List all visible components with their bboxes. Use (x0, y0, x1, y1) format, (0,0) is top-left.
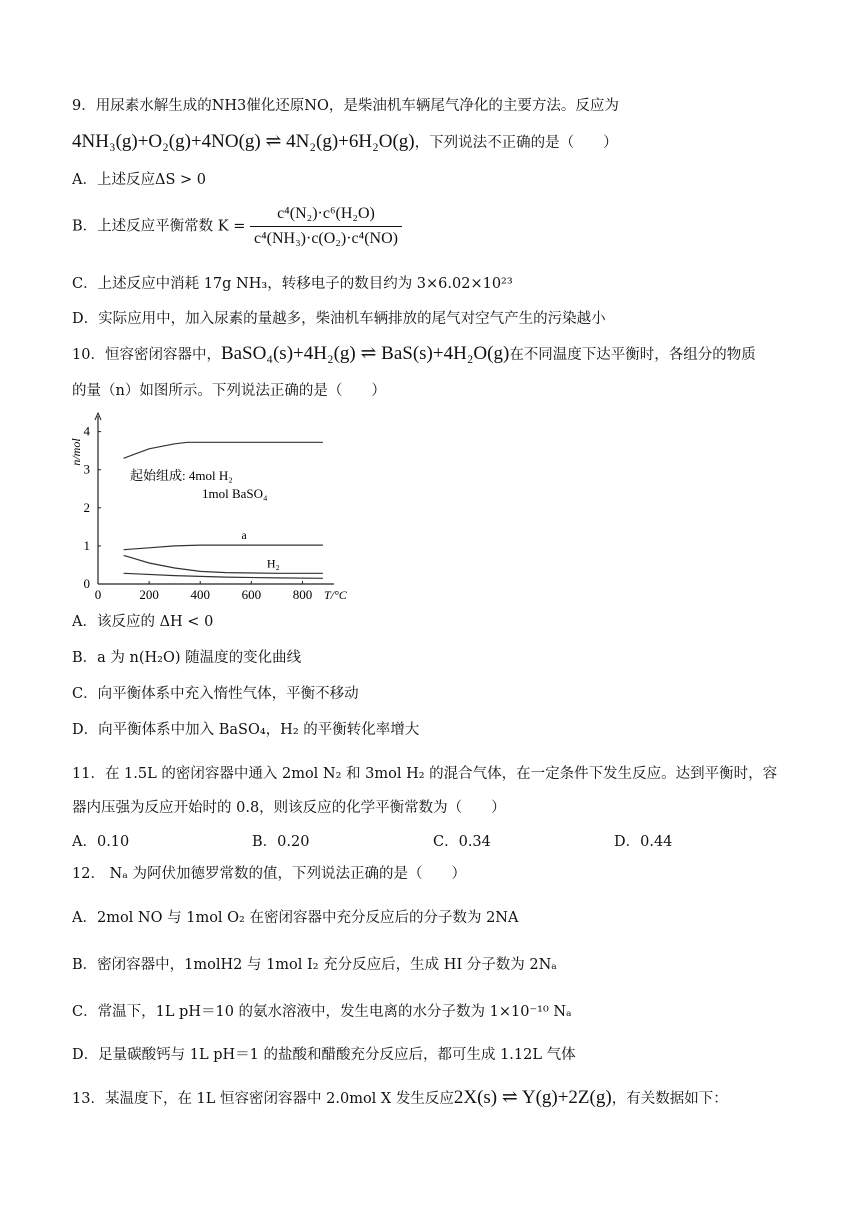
q12-option-b: B．密闭容器中，1molH2 与 1mol I₂ 充分反应后，生成 HI 分子数为 2Nₐ (72, 957, 557, 973)
y-axis-label: n/mol (69, 438, 83, 466)
x-tick-label: 600 (241, 587, 262, 602)
q10-option-d: D．向平衡体系中加入 BaSO₄，H₂ 的平衡转化率增大 (72, 722, 420, 738)
q9-stem: 9．用尿素水解生成的NH3催化还原NO，是柴油机车辆尾气净化的主要方法。反应为 (72, 98, 619, 114)
q12-stem: 12． Nₐ 为阿伏加德罗常数的值，下列说法正确的是（ ） (72, 866, 466, 882)
fraction-numerator: c⁴(N₂)·c⁶(H₂O) (250, 204, 402, 227)
q10-stem-line1 (72, 344, 800, 365)
q10-chart (69, 408, 352, 608)
q9-option-b-prefix: B．上述反应平衡常数 K = (72, 218, 246, 235)
q10-option-b: B．a 为 n(H₂O) 随温度的变化曲线 (72, 650, 302, 666)
q12-option-c: C．常温下，1L pH＝10 的氨水溶液中，发生电离的水分子数为 1×10⁻¹⁰ Nₐ (72, 1004, 572, 1020)
q9-equation: 4NH₃(g)+O₂(g)+4NO(g) ⇌ 4N₂(g)+6H₂O(g) (72, 131, 415, 152)
q12-option-d: D．足量碳酸钙与 1L pH＝1 的盐酸和醋酸充分反应后，都可生成 1.12L 气体 (72, 1047, 576, 1063)
q10-stem-part1: 10．恒容密闭容器中， (72, 347, 221, 363)
series-label-1: a (241, 528, 247, 543)
q11-stem-line2: 器内压强为反应开始时的 0.8，则该反应的化学平衡常数为（ ） (72, 800, 506, 816)
series-line-2 (124, 555, 323, 573)
y-tick-label: 3 (83, 461, 90, 477)
chart-series (124, 442, 323, 578)
chart-annotation-0: 起始组成: 4mol H₂ (130, 468, 233, 483)
chart-labels (69, 424, 348, 602)
q9-equation-line (72, 132, 800, 153)
q9-tail: ，下列说法不正确的是（ ） (414, 135, 618, 151)
x-tick-label: 200 (139, 587, 159, 602)
fraction-denominator: c⁴(NH₃)·c(O₂)·c⁴(NO) (253, 230, 398, 247)
q13-stem-part2: ，有关数据如下： (611, 1091, 728, 1107)
x-axis-label: T/°C (324, 588, 347, 602)
q10-option-c: C．向平衡体系中充入惰性气体，平衡不移动 (72, 686, 359, 702)
series-line-0 (124, 442, 323, 458)
y-tick-label: 4 (83, 423, 90, 439)
y-tick-label: 1 (83, 537, 90, 553)
q13-stem-part1: 13．某温度下，在 1L 恒容密闭容器中 2.0mol X 发生反应 (72, 1091, 454, 1107)
q10-stem-line2: 的量（n）如图所示。下列说法正确的是（ ） (72, 383, 386, 399)
q12-option-a: A．2mol NO 与 1mol O₂ 在密闭容器中充分反应后的分子数为 2NA (72, 910, 519, 926)
series-line-3 (124, 573, 323, 578)
series-line-1 (124, 545, 323, 550)
x-tick-label: 400 (190, 587, 210, 602)
q10-equation: BaSO₄(s)+4H₂(g) ⇌ BaS(s)+4H₂O(g) (220, 343, 510, 364)
q11-option-b: B．0.20 (252, 834, 310, 850)
q9-option-b (72, 204, 800, 254)
q9-option-d: D．实际应用中，加入尿素的量越多，柴油机车辆排放的尾气对空气产生的污染越小 (72, 311, 606, 327)
q11-option-a: A．0.10 (72, 834, 130, 850)
q9-option-a: A．上述反应ΔS > 0 (72, 172, 206, 188)
y-tick-label: 0 (83, 576, 90, 591)
x-tick-label: 800 (292, 587, 313, 602)
q10-stem-part2: 在不同温度下达平衡时，各组分的物质 (509, 347, 756, 363)
q10-option-a: A．该反应的 ΔH < 0 (72, 614, 214, 630)
y-tick-label: 2 (83, 499, 90, 515)
x-tick-label: 0 (94, 587, 102, 602)
q13-equation: 2X(s) ⇌ Y(g)+2Z(g) (453, 1087, 612, 1108)
q11-option-d: D．0.44 (614, 834, 673, 850)
q9-option-c: C．上述反应中消耗 17g NH₃，转移电子的数目约为 3×6.02×10²³ (72, 276, 513, 292)
q11-stem-line1: 11．在 1.5L 的密闭容器中通入 2mol N₂ 和 3mol H₂ 的混合气体，在一定条件下发生反应。达到平衡时，容 (72, 766, 778, 782)
q9-equilibrium-constant-fraction (250, 204, 402, 249)
chart-annotation-1: 1mol BaSO₄ (202, 486, 268, 501)
q11-option-c: C．0.34 (433, 834, 491, 850)
q13-stem (72, 1088, 800, 1109)
series-label-2: H₂ (266, 556, 280, 571)
